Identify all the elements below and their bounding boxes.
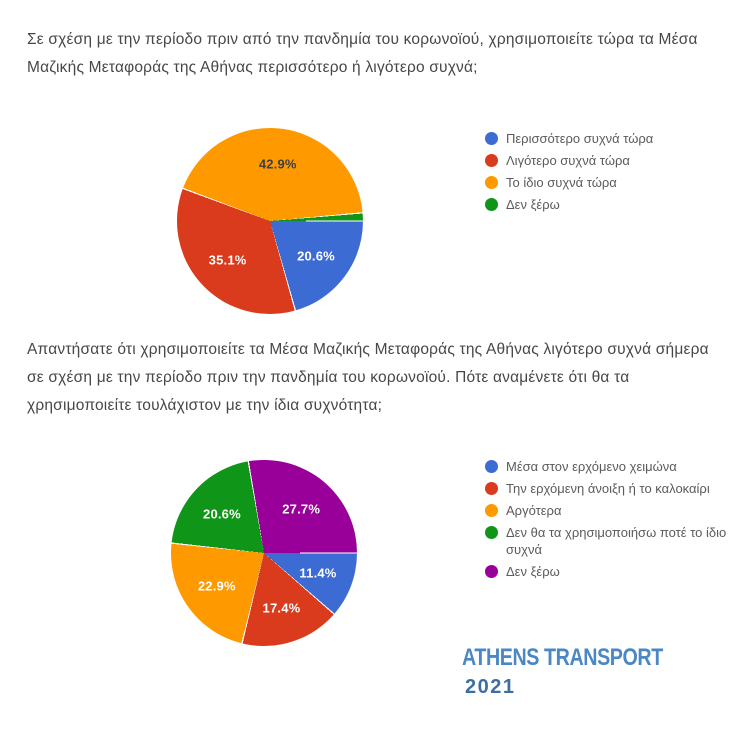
legend-label: Δεν ξέρω [506, 197, 560, 212]
pie-chart-2 [171, 460, 357, 646]
legend-label: Το ίδιο συχνά τώρα [506, 175, 617, 190]
legend-1 [485, 130, 730, 218]
legend-color-swatch-icon [485, 504, 498, 517]
pie-slice-label: 27.7% [282, 501, 321, 517]
legend-color-swatch-icon [485, 526, 498, 539]
legend-label: Την ερχόμενη άνοιξη ή το καλοκαίρι [506, 481, 710, 496]
legend-color-swatch-icon [485, 132, 498, 145]
legend-item [485, 480, 730, 497]
legend-label: Δεν θα τα χρησιμοποιήσω ποτέ το ίδιο συχνά [506, 525, 727, 557]
legend-color-swatch-icon [485, 176, 498, 189]
legend-label: Δεν ξέρω [506, 564, 560, 579]
legend-2 [485, 458, 730, 585]
legend-item [485, 524, 730, 558]
legend-color-swatch-icon [485, 565, 498, 578]
legend-color-swatch-icon [485, 154, 498, 167]
legend-item [485, 563, 730, 580]
logo-title: ATHENS TRANSPORT [462, 644, 663, 671]
pie-chart-1 [177, 128, 363, 314]
question-2: Απαντήσατε ότι χρησιμοποιείτε τα Μέσα Μαζικής Μεταφοράς της Αθήνας λιγότερο συχνά σήμερα σε σχέση με την περίοδο πριν την πανδημία του κορωνοϊού. Πότε αναμένετε ότι θα τα χρησιμοποιείτε τουλάχιστον με την ίδια συχνότητα; [27, 341, 709, 414]
legend-item [485, 502, 730, 519]
legend-item [485, 196, 730, 213]
legend-item [485, 152, 730, 169]
pie-slice-label: 20.6% [203, 506, 241, 522]
pie-slice-label: 35.1% [208, 252, 247, 268]
athens-transport-logo [462, 644, 707, 699]
legend-color-swatch-icon [485, 198, 498, 211]
legend-color-swatch-icon [485, 460, 498, 473]
legend-label: Αργότερα [506, 503, 562, 518]
legend-item [485, 130, 730, 147]
logo-year: 2021 [465, 676, 516, 698]
pie-slice-label: 20.6% [297, 248, 335, 264]
pie-slice-label: 42.9% [258, 156, 297, 172]
pie-slice-label: 11.4% [299, 565, 337, 581]
legend-label: Περισσότερο συχνά τώρα [506, 131, 654, 146]
pie-slice-label: 17.4% [262, 600, 301, 616]
legend-label: Λιγότερο συχνά τώρα [506, 153, 630, 168]
legend-item [485, 458, 730, 475]
question-1: Σε σχέση με την περίοδο πριν από την πανδημία του κορωνοϊού, χρησιμοποιείτε τώρα τα Μέσα Μαζικής Μεταφοράς της Αθήνας περισσότερο ή λιγότερο συχνά; [27, 31, 698, 76]
pie-slice-label: 22.9% [197, 578, 236, 594]
legend-label: Μέσα στον ερχόμενο χειμώνα [506, 459, 677, 474]
legend-item [485, 174, 730, 191]
legend-color-swatch-icon [485, 482, 498, 495]
